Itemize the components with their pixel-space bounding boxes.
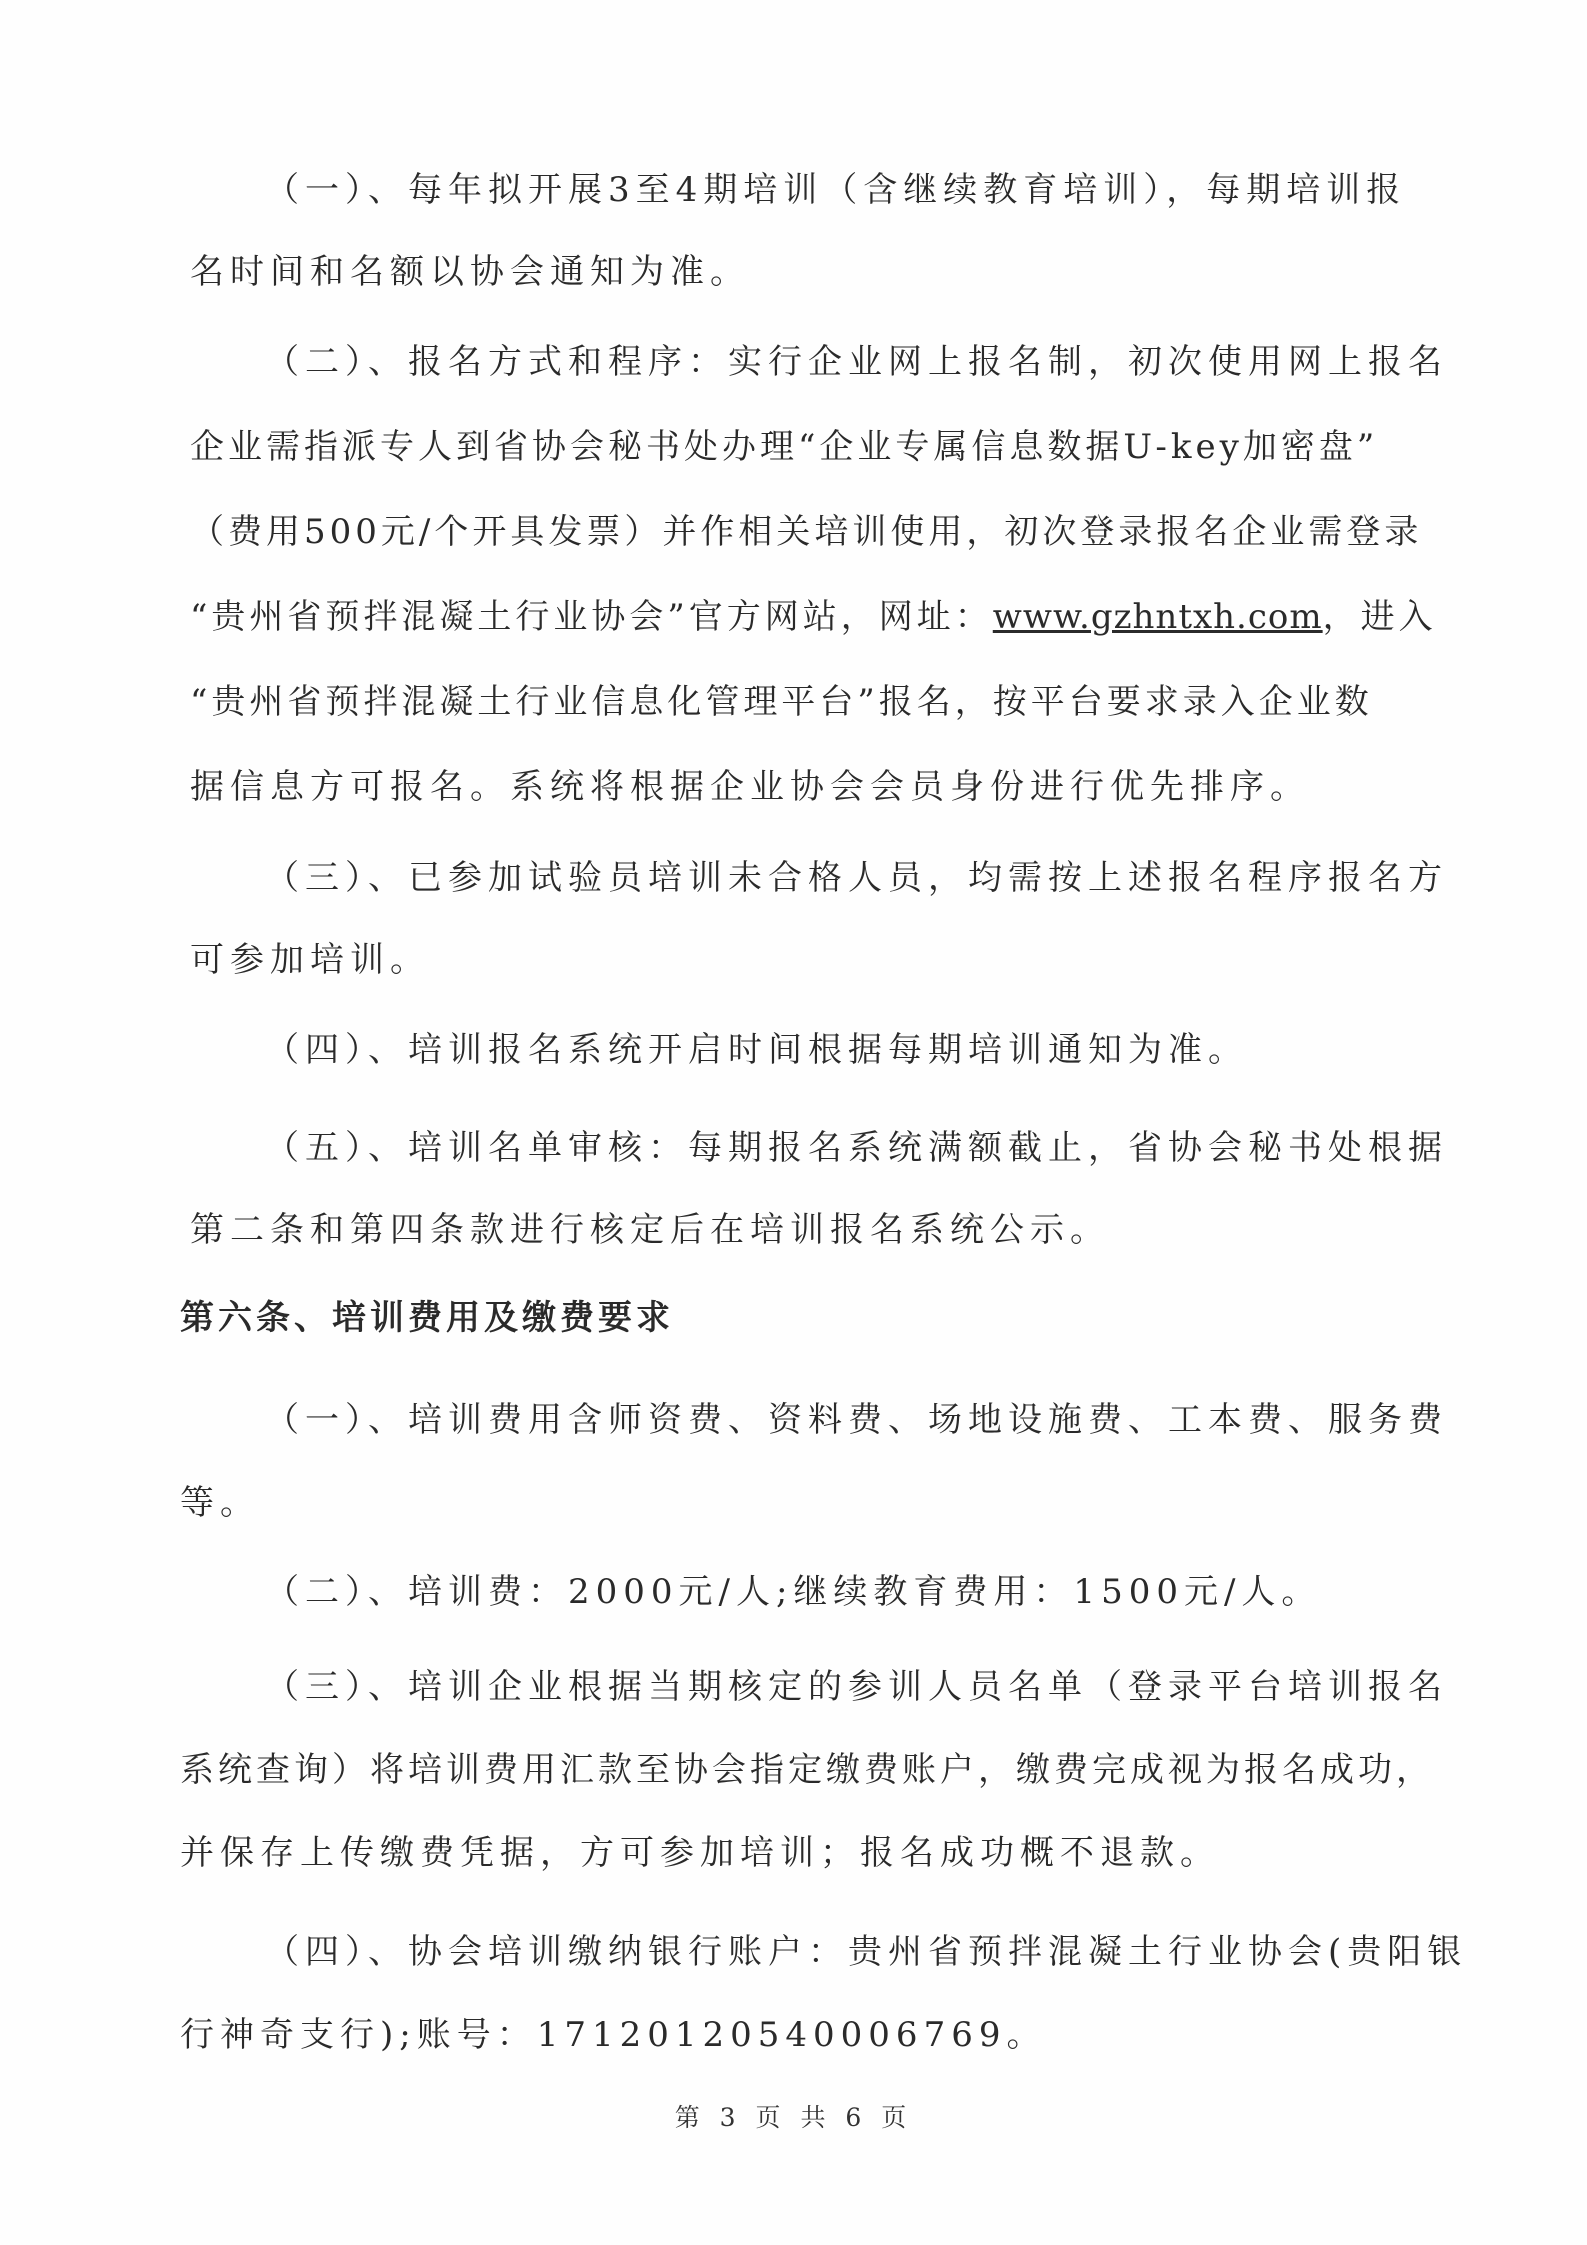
paragraph-line: （一）、培训费用含师资费、资料费、场地设施费、工本费、服务费 [265,1400,1448,1440]
paragraph-line: 系统查询）将培训费用汇款至协会指定缴费账户，缴费完成视为报名成功， [180,1750,1434,1790]
paragraph-line: （四）、培训报名系统开启时间根据每期培训通知为准。 [265,1030,1248,1070]
section-heading: 第六条、培训费用及缴费要求 [180,1298,674,1338]
paragraph-line: （一）、每年拟开展3至4期培训（含继续教育培训），每期培训报 [265,170,1407,210]
paragraph-line: （五）、培训名单审核：每期报名系统满额截止，省协会秘书处根据 [265,1128,1448,1168]
paragraph-line: “贵州省预拌混凝土行业信息化管理平台”报名，按平台要求录入企业数 [190,682,1373,722]
paragraph-line: 行神奇支行);账号：17120120540006769。 [180,2015,1047,2055]
paragraph-line: 并保存上传缴费凭据，方可参加培训；报名成功概不退款。 [180,1833,1220,1873]
paragraph-line: 等。 [180,1483,260,1523]
paragraph-line: 可参加培训。 [190,940,430,980]
paragraph-line: （费用500元/个开具发票）并作相关培训使用，初次登录报名企业需登录 [190,512,1423,552]
paragraph-line: （二）、报名方式和程序：实行企业网上报名制，初次使用网上报名 [265,342,1448,382]
paragraph-line: （二）、培训费：2000元/人;继续教育费用：1500元/人。 [265,1572,1322,1612]
page-footer: 第 3 页 共 6 页 [674,2103,913,2132]
paragraph-line: 名时间和名额以协会通知为准。 [190,252,750,292]
paragraph-text: “贵州省预拌混凝土行业协会”官方网站，网址： [190,597,993,637]
paragraph-line: （三）、已参加试验员培训未合格人员，均需按上述报名程序报名方 [265,858,1448,898]
paragraph-line: 企业需指派专人到省协会秘书处办理“企业专属信息数据U-key加密盘” [190,427,1379,467]
paragraph-line: （四）、协会培训缴纳银行账户：贵州省预拌混凝土行业协会(贵阳银 [265,1932,1468,1972]
paragraph-line [190,597,1437,637]
paragraph-line: 据信息方可报名。系统将根据企业协会会员身份进行优先排序。 [190,767,1310,807]
website-link[interactable]: www.gzhntxh.com [992,597,1323,637]
paragraph-text: ，进入 [1322,597,1437,637]
paragraph-line: （三）、培训企业根据当期核定的参训人员名单（登录平台培训报名 [265,1667,1448,1707]
paragraph-line: 第二条和第四条款进行核定后在培训报名系统公示。 [190,1210,1110,1250]
